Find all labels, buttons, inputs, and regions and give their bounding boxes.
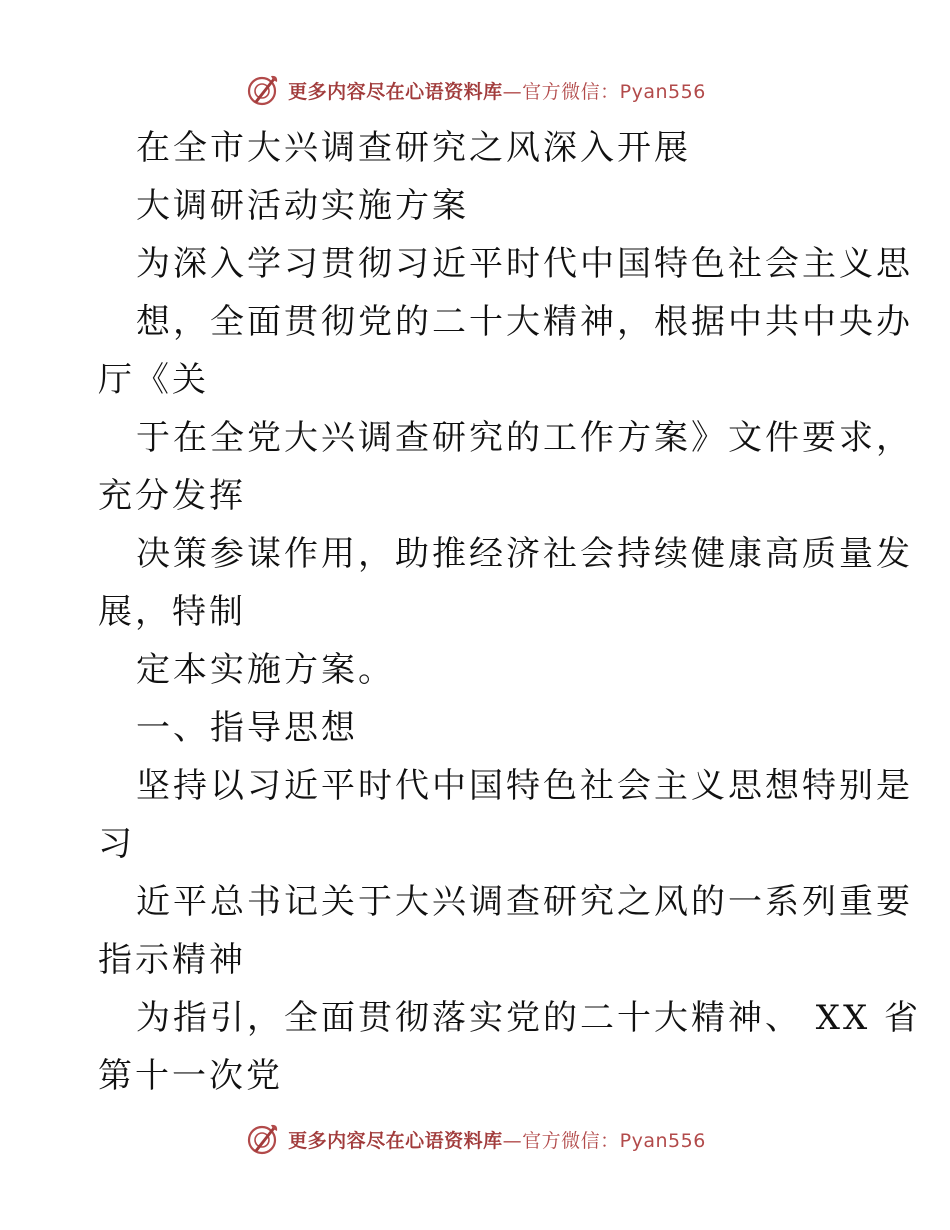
paragraph-line: 指示精神 [98,940,246,980]
paragraph-line: 厅《关 [98,360,209,400]
header-watermark [0,70,950,110]
watermark-contact: 官方微信：Pyan556 [522,80,706,103]
paragraph-line: 习 [98,824,135,864]
watermark-text [288,77,706,104]
paragraph-line: 坚持以习近平时代中国特色社会主义思想特别是 [136,766,913,806]
paragraph-line: 为指引，全面贯彻落实党的二十大精神、 XX 省 [136,998,922,1038]
watermark-separator: — [502,80,523,103]
quill-logo-icon [244,72,280,108]
paragraph-line: 为深入学习贯彻习近平时代中国特色社会主义思 [136,244,913,284]
doc-title-line-1: 在全市大兴调查研究之风深入开展 [136,128,691,168]
watermark-brand: 更多内容尽在心语资料库 [288,80,503,103]
paragraph-line: 近平总书记关于大兴调查研究之风的一系列重要 [136,882,913,922]
doc-title-line-2: 大调研活动实施方案 [136,186,469,226]
quill-logo-icon [244,1121,280,1157]
watermark-separator: — [502,1129,523,1152]
watermark-brand: 更多内容尽在心语资料库 [288,1129,503,1152]
watermark-text [288,1126,706,1153]
paragraph-line: 想，全面贯彻党的二十大精神，根据中共中央办 [136,302,913,342]
paragraph-line: 于在全党大兴调查研究的工作方案》文件要求， [136,418,913,458]
watermark-contact: 官方微信：Pyan556 [522,1129,706,1152]
paragraph-line: 展，特制 [98,592,246,632]
paragraph-line: 定本实施方案。 [136,650,395,690]
paragraph-line: 决策参谋作用，助推经济社会持续健康高质量发 [136,534,913,574]
paragraph-line: 充分发挥 [98,476,246,516]
paragraph-line: 第十一次党 [98,1056,283,1096]
footer-watermark [0,1119,950,1159]
section-heading: 一、指导思想 [136,708,358,748]
